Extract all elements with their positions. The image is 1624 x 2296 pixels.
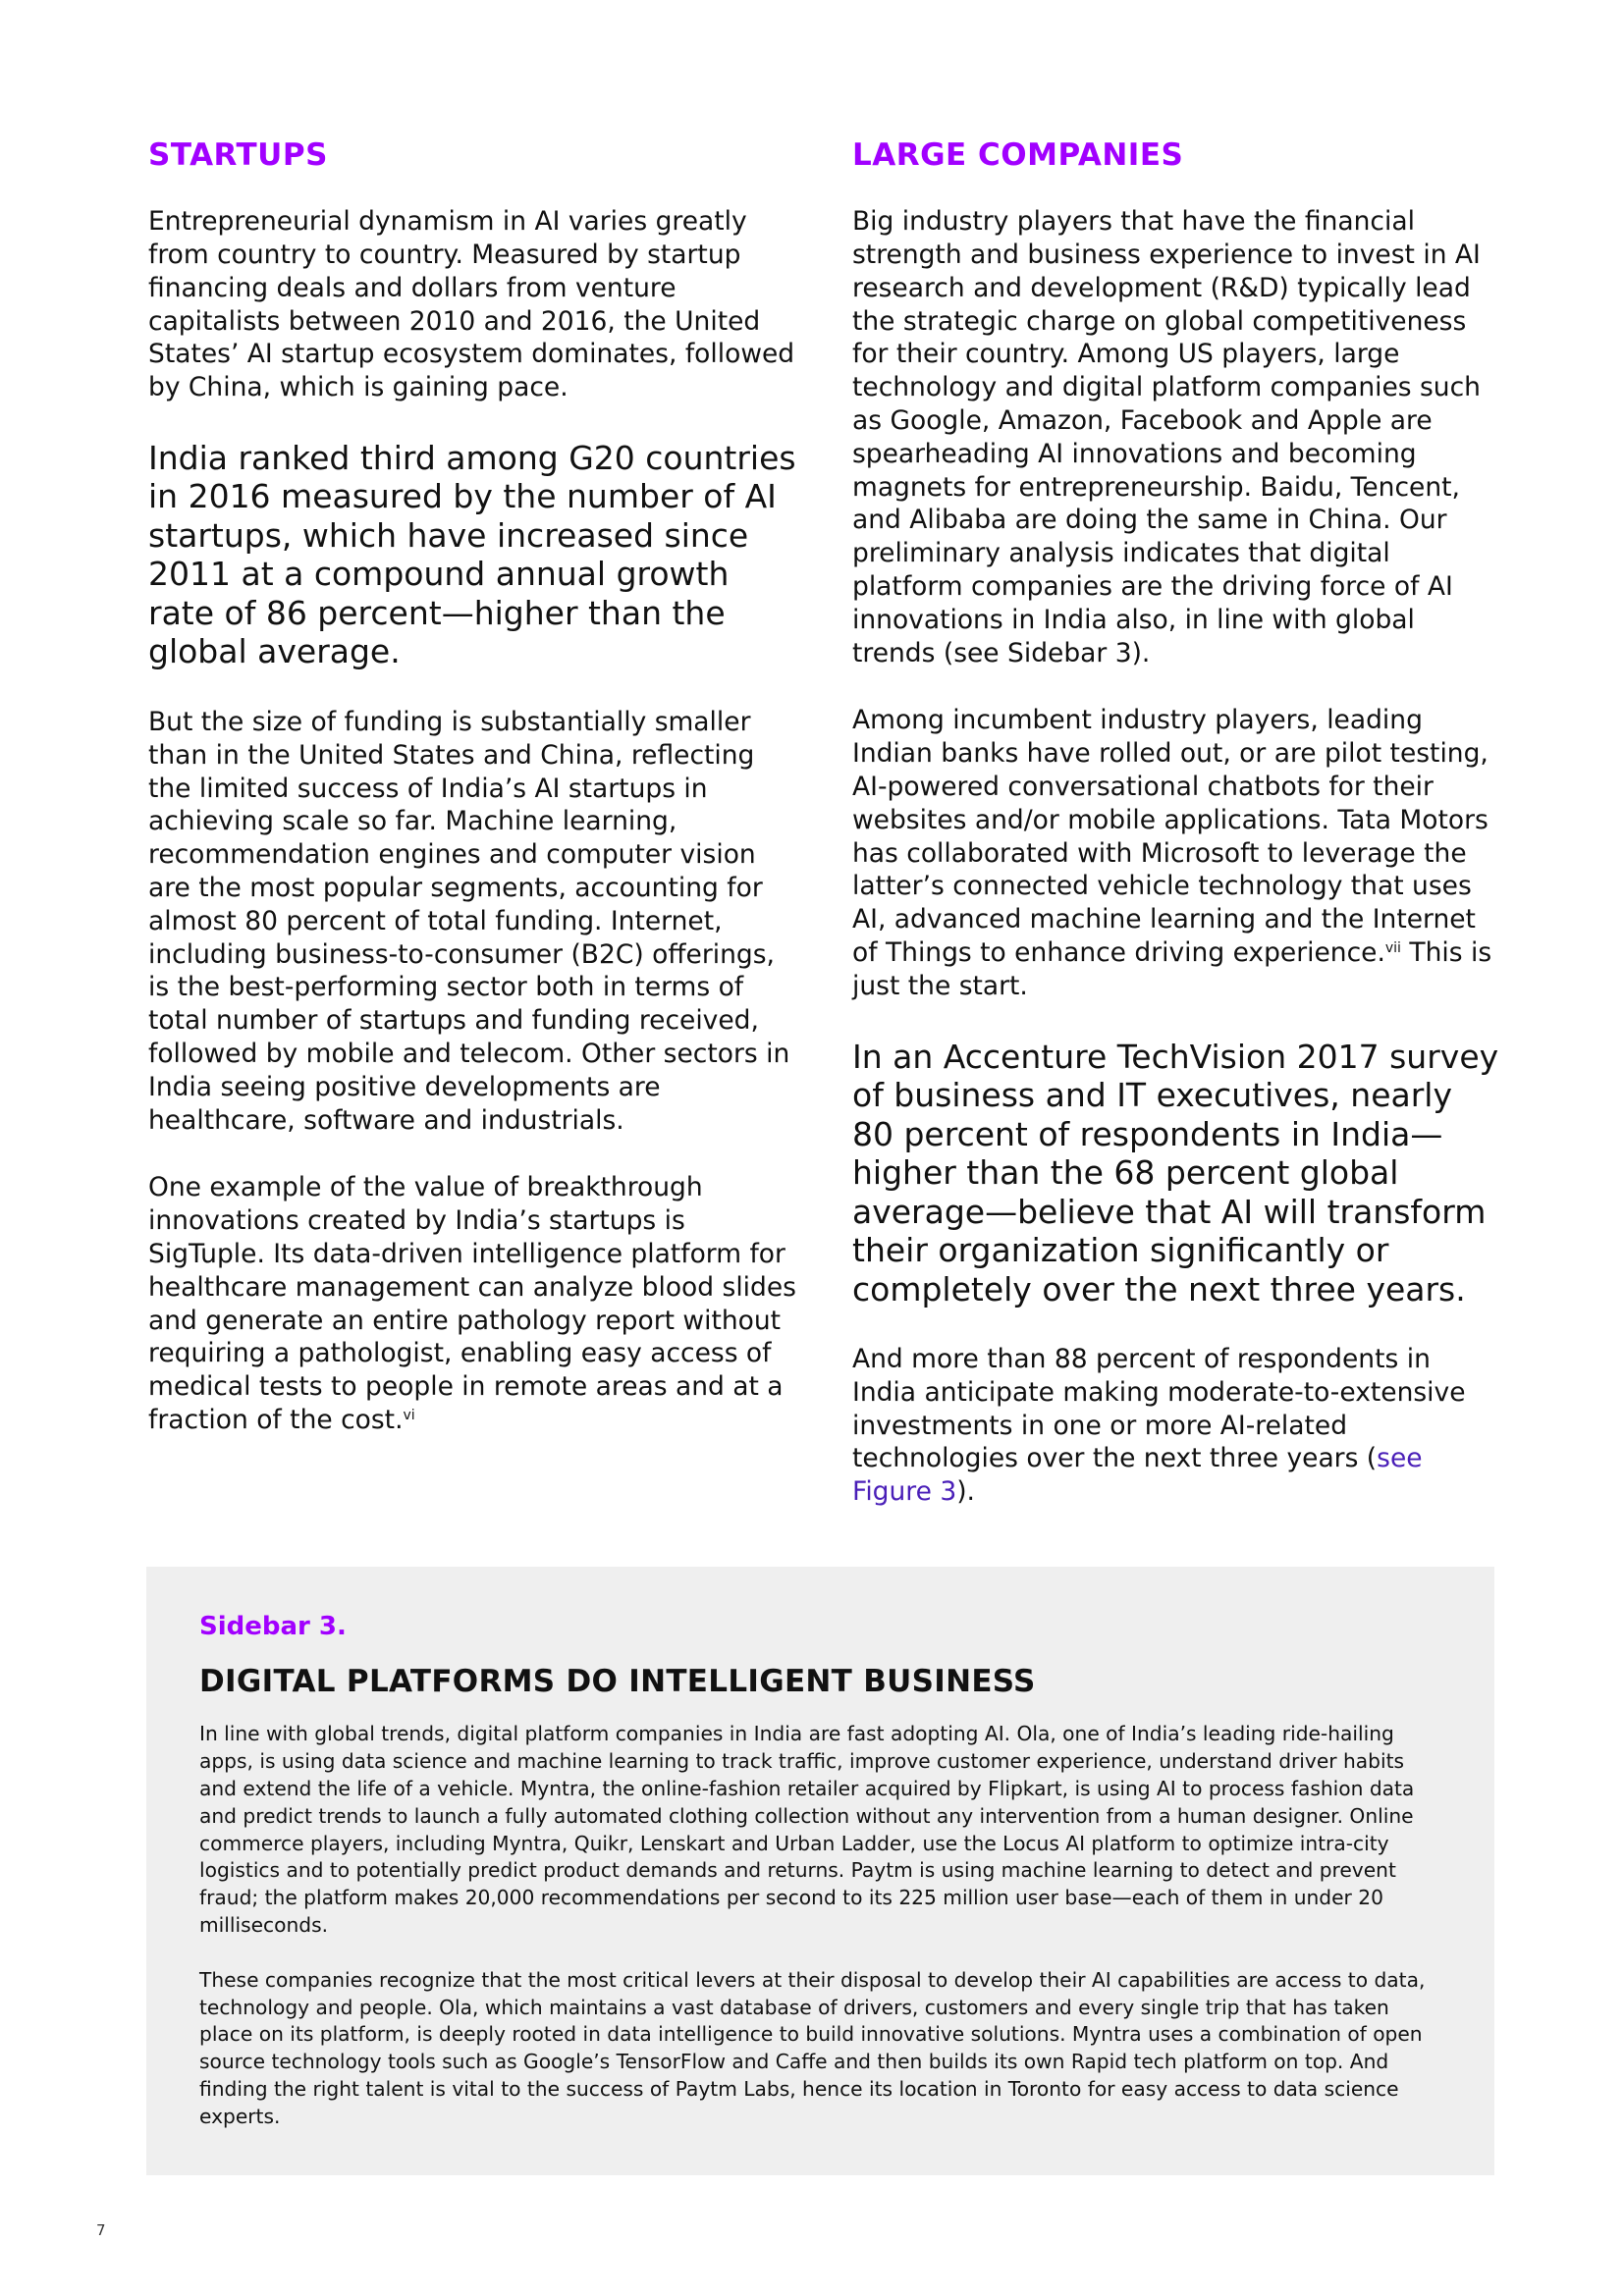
large-companies-column bbox=[852, 137, 1500, 1543]
startups-paragraph-3 bbox=[148, 1171, 798, 1436]
startups-paragraph-3-text: One example of the value of breakthrough innovations created by India’s startups is SigTuple. Its data-driven intelligence platform for healthcare management can analyze blood slides and generate an entire pathology report without requiring a pathologist, enabling easy access of medical tests to people in remote areas and at a fraction of the cost. bbox=[148, 1172, 796, 1435]
sidebar-paragraph-1: In line with global trends, digital platform companies in India are fast adopting AI. Ola, one of India’s leading ride-hailing apps, is using data science and machine learning to track traffic, improve customer experience, understand driver habits and extend the life of a vehicle. Myntra, the online-fashion retailer acquired by Flipkart, is using AI to process fashion data and predict trends to launch a fully automated clothing collection without any intervention from a human designer. Online commerce players, including Myntra, Quikr, Lenskart and Urban Ladder, use the Locus AI platform to optimize intra-city logistics and to potentially predict product demands and returns. Paytm is using machine learning to detect and prevent fraud; the platform makes 20,000 recommendations per second to its 225 million user base—each of them in under 20 milliseconds. bbox=[199, 1722, 1415, 1937]
page-number: 7 bbox=[96, 2221, 106, 2239]
see-figure-3-link[interactable]: see Figure 3 bbox=[852, 1443, 1423, 1508]
endnote-vi: vi bbox=[403, 1407, 415, 1423]
sidebar-paragraph-2: These companies recognize that the most critical levers at their disposal to develop their AI capabilities are access to data, technology and people. Ola, which maintains a vast database of drivers, customers and every single trip that has taken place on its platform, is deeply rooted in data intelligence to build innovative solutions. Myntra uses a combination of open source technology tools such as Google’s TensorFlow and Caffe and then builds its own Rapid tech platform on top. And finding the right talent is vital to the success of Paytm Labs, hence its location in Toronto for easy access to data science experts. bbox=[199, 1967, 1426, 2128]
sidebar-label: Sidebar 3. bbox=[199, 1612, 347, 1641]
startups-paragraph-1: Entrepreneurial dynamism in AI varies greatly from country to country. Measured by startup financing deals and dollars from venture capitalists between 2010 and 2016, the United States’ AI startup ecosystem dominates, followed by China, which is gaining pace. bbox=[148, 206, 795, 403]
startups-column bbox=[148, 137, 798, 1471]
startups-heading: STARTUPS bbox=[148, 137, 328, 173]
sidebar-content bbox=[199, 1612, 1441, 2159]
startups-callout: India ranked third among G20 countries in 2016 measured by the number of AI startups, which have increased since 2011 at a compound annual growth rate of 86 percent—higher than the global average. bbox=[148, 438, 796, 671]
large-companies-paragraph-1: Big industry players that have the financial strength and business experience to invest in AI research and development (R&D) typically lead the strategic charge on global competitiveness for their country. Among US players, large technology and digital platform companies such as Google, Amazon, Facebook and Apple are spearheading AI innovations and becoming magnets for entrepreneurship. Baidu, Tencent, and Alibaba are doing the same in China. Our preliminary analysis indicates that digital platform companies are the driving force of AI innovations in India also, in line with global trends (see Sidebar 3). bbox=[852, 206, 1481, 668]
large-companies-paragraph-2-tail: This is just the start. bbox=[852, 936, 1492, 1001]
large-companies-paragraph-2 bbox=[852, 704, 1500, 1002]
startups-paragraph-2: But the size of funding is substantially smaller than in the United States and China, reflecting the limited success of India’s AI startups in achieving scale so far. Machine learning, recommendation engines and computer vision are the most popular segments, accounting for almost 80 percent of total funding. Internet, including business-to-consumer (B2C) offerings, is the best-performing sector both in terms of total number of startups and funding received, followed by mobile and telecom. Other sectors in India seeing positive developments are healthcare, software and industrials. bbox=[148, 706, 790, 1136]
large-companies-paragraph-2-text: Among incumbent industry players, leading Indian banks have rolled out, or are pilot testing, AI-powered conversational chatbots for their websites and/or mobile applications. Tata Motors has collaborated with Microsoft to leverage the latter’s connected vehicle technology that uses AI, advanced machine learning and the Internet of Things to enhance driving experience. bbox=[852, 705, 1489, 968]
large-companies-paragraph-3-tail: ). bbox=[956, 1476, 975, 1508]
endnote-vii: vii bbox=[1384, 939, 1401, 956]
large-companies-callout: In an Accenture TechVision 2017 survey of business and IT executives, nearly 80 percent of respondents in India—higher than the 68 percent global average—believe that AI will transform their organization significantly or completely over the next three years. bbox=[852, 1037, 1499, 1308]
sidebar-title: DIGITAL PLATFORMS DO INTELLIGENT BUSINESS bbox=[199, 1664, 1036, 1700]
large-companies-heading: LARGE COMPANIES bbox=[852, 137, 1184, 173]
large-companies-paragraph-3 bbox=[852, 1343, 1500, 1509]
sidebar-3-box bbox=[146, 1567, 1494, 2175]
large-companies-paragraph-3-text: And more than 88 percent of respondents in India anticipate making moderate-to-extensive investments in one or more AI-related technologies over the next three years ( bbox=[852, 1344, 1466, 1474]
